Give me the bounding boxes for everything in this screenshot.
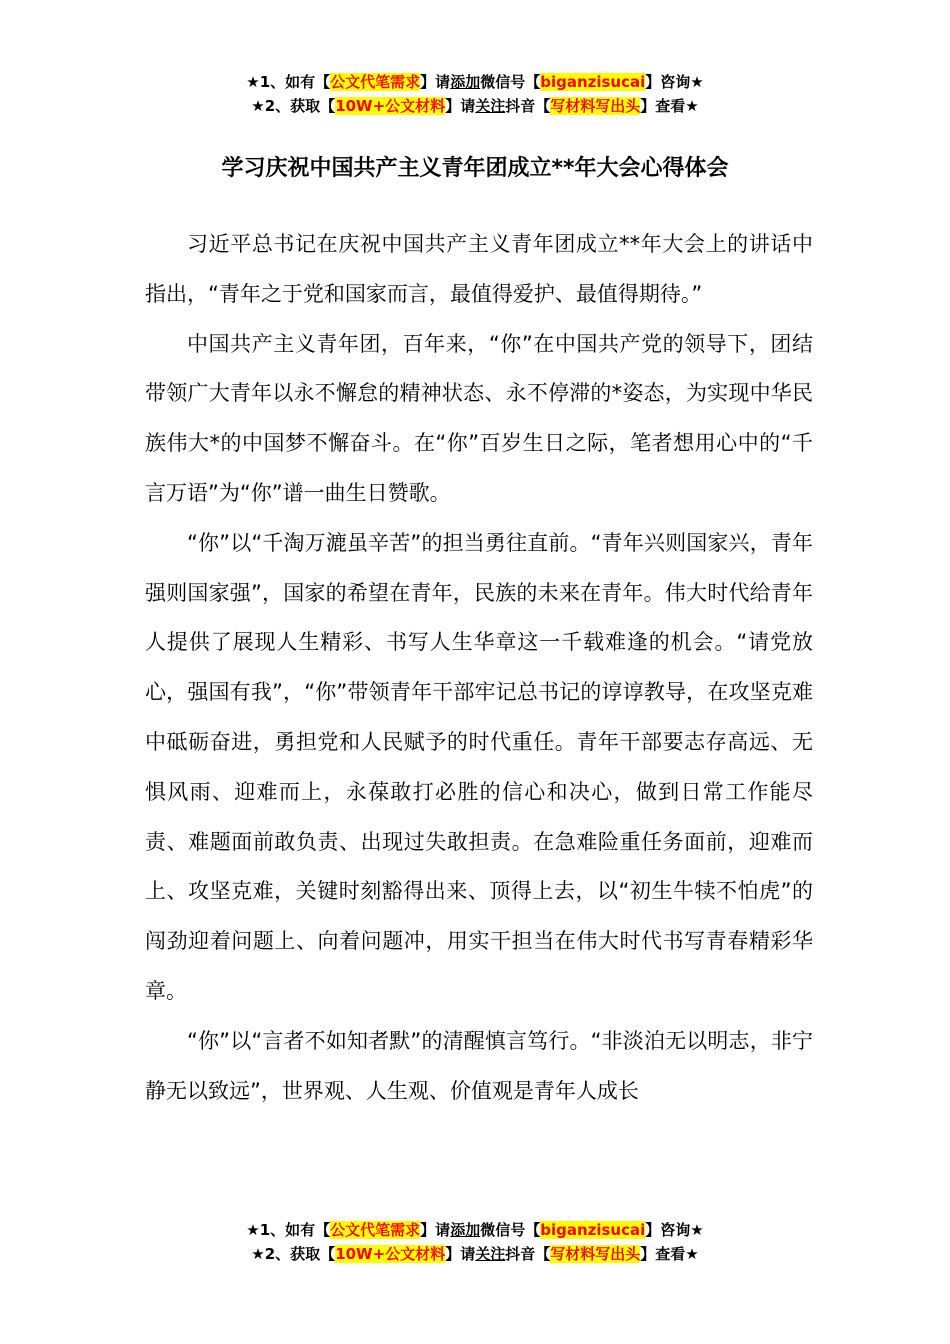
notice-text: ★1、如有【 [246,1221,331,1239]
notice-underline: 关注 [475,97,506,115]
notice-highlight: 公文代笔需求 [330,73,421,91]
paragraph: 中国共产主义青年团，百年来，“你”在中国共产党的领导下，团结带领广大青年以永不懈怠的精神状态、永不停滞的*姿态，为实现中华民族伟大*的中国梦不懈奋斗。在“你”百岁生日之际，笔者想用心中的“千言万语”为“你”谱一曲生日赞歌。 [145,331,813,505]
notice-text: 】咨询★ [645,1221,704,1239]
notice-text: 抖音【 [505,1245,551,1263]
notice-underline: 添加 [450,73,481,91]
notice-highlight: 公文代笔需求 [330,1221,421,1239]
notice-underline: 关注 [475,1245,506,1263]
header-notice [0,70,950,118]
notice-text: 微信号【 [480,1221,541,1239]
footer-notice-line-2 [0,1242,950,1266]
notice-text: 】请 [445,97,476,115]
douyin-id-highlight: 写材料写出头 [550,1245,641,1263]
wechat-id-highlight: biganzisucai [540,1221,646,1239]
notice-text: 】请 [420,1221,451,1239]
notice-text: 微信号【 [480,73,541,91]
paragraph: 习近平总书记在庆祝中国共产主义青年团成立**年大会上的讲话中指出，“青年之于党和国家而言，最值得爱护、最值得期待。” [145,232,813,306]
notice-text: 】查看★ [640,97,699,115]
notice-text: 】请 [445,1245,476,1263]
document-title: 学习庆祝中国共产主义青年团成立**年大会心得体会 [221,156,729,181]
notice-highlight: 10W+公文材料 [335,97,446,115]
douyin-id-highlight: 写材料写出头 [550,97,641,115]
header-notice-line-1 [0,70,950,94]
notice-highlight: 10W+公文材料 [335,1245,446,1263]
notice-text: 】请 [420,73,451,91]
document-body [145,220,813,1116]
notice-text: 】查看★ [640,1245,699,1263]
footer-notice [0,1218,950,1266]
notice-underline: 添加 [450,1221,481,1239]
notice-text: 】咨询★ [645,73,704,91]
notice-text: ★1、如有【 [246,73,331,91]
footer-notice-line-1 [0,1218,950,1242]
notice-text: ★2、获取【 [251,1245,336,1263]
notice-text: ★2、获取【 [251,97,336,115]
wechat-id-highlight: biganzisucai [540,73,646,91]
paragraph: “你”以“千淘万漉虽辛苦”的担当勇往直前。“青年兴则国家兴，青年强则国家强”，国家的希望在青年，民族的未来在青年。伟大时代给青年人提供了展现人生精彩、书写人生华章这一千载难逢的机会。“请党放心，强国有我”，“你”带领青年干部牢记总书记的谆谆教导，在攻坚克难中砥砺奋进，勇担党和人民赋予的时代重任。青年干部要志存高远、无惧风雨、迎难而上，永葆敢打必胜的信心和决心，做到日常工作能尽责、难题面前敢负责、出现过失敢担责。在急难险重任务面前，迎难而上、攻坚克难，关键时刻豁得出来、顶得上去，以“初生牛犊不怕虎”的闯劲迎着问题上、向着问题冲，用实干担当在伟大时代书写青春精彩华章。 [145,530,813,1003]
paragraph: “你”以“言者不如知者默”的清醒慎言笃行。“非淡泊无以明志，非宁静无以致远”，世界观、人生观、价值观是青年人成长 [145,1028,813,1103]
notice-text: 抖音【 [505,97,551,115]
header-notice-line-2 [0,94,950,118]
